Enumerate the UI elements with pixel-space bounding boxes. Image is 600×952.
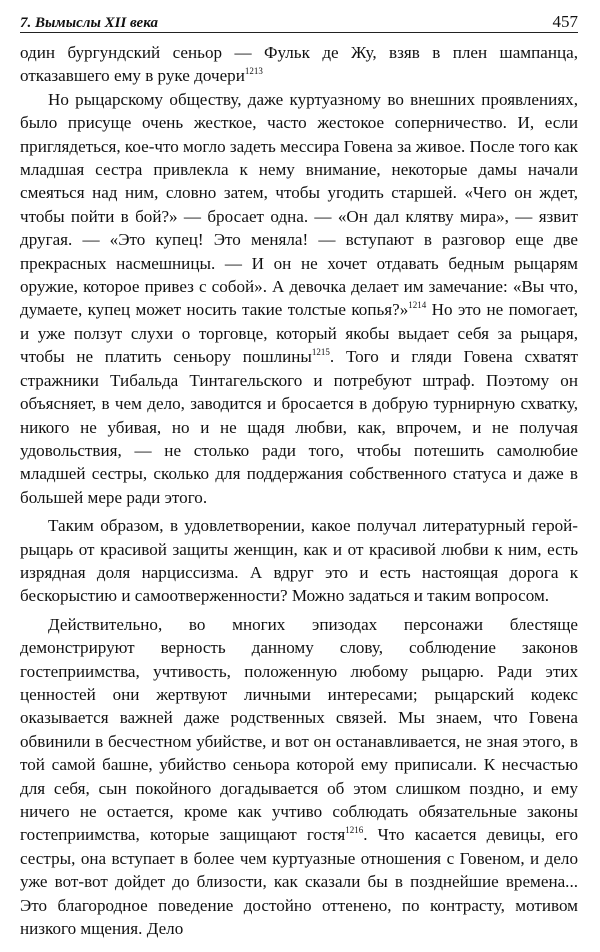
paragraph-2 <box>20 88 578 509</box>
running-head: 7. Вымыслы XII века <box>20 15 158 31</box>
text-run: Но это не помогает, и уже ползут слухи о торговце, который якобы выдает себя за рыцаря, чтобы не платить сеньору пошлины <box>20 300 578 367</box>
paragraph-4 <box>20 613 578 941</box>
text-run: . Что касается девицы, его сестры, она вступает в более чем куртуазные отношения с Говеном, и дело уже вот-вот дойдет до близости, как сказали бы в позднейшие времена... Это благородное поведение достойно оттенено, по контрасту, мотивом низкого мщения. Дело <box>20 825 578 939</box>
text-run: Таким образом, в удовлетворении, какое получал литературный герой-рыцарь от красивой защиты женщин, как и от красивой любви к ним, есть изрядная доля нарциссизма. А вдруг это и есть настоящая дорога к бескорыстию и самоотверженности? Можно задаться и таким вопросом. <box>20 516 578 606</box>
footnote-ref: 1215 <box>311 347 330 358</box>
page-header <box>20 10 578 33</box>
paragraph-3 <box>20 514 578 608</box>
footnote-ref: 1216 <box>345 825 364 836</box>
footnote-ref: 1213 <box>244 66 263 77</box>
text-run: Но рыцарскому обществу, даже куртуазному во внешних проявлениях, было присуще очень жесткое, часто жестокое соперничество. И, если приглядеться, кое-что могло задеть мессира Говена за живое. После того как младшая сестра привлекла к нему внимание, некоторые дамы начали смеяться над ним, словно затем, чтобы угодить старшей. «Чего он ждет, чтобы пойти в бой?» — бросает одна. — «Он дал клятву мира», — язвит другая. — «Это купец! Это меняла! — вступают в разговор еще две прекрасных насмешницы. — И он не хочет отдавать бедным рыцарям оружие, которое привез с собой». А девочка делает им замечание: «Вы что, думаете, купец может носить такие толстые копья?» <box>20 89 578 320</box>
text-run: Действительно, во многих эпизодах персонажи блестяще демонстрируют верность данному слову, соблюдение законов гостеприимства, учтивость, положенную любому рыцарю. Ради этих ценностей они жертвуют личными интересами; рыцарский кодекс оказывается важней даже родственных связей. Мы знаем, что Говена обвинили в бесчестном убийстве, и вот он останавливается, не зная этого, в той самой башне, убийство сеньора которой ему приписали. К несчастью для себя, сын покойного догадывается об этом слишком поздно, и ему ничего не остается, кроме как учтиво соблюдать обязательные законы гостеприимства, которые защищают гостя <box>20 614 578 845</box>
text-run: . Того и гляди Говена схватят стражники Тибальда Тинтагельского и потребуют штраф. Поэтому он объясняет, в чем дело, заводится и бросается в добрую турнирную схватку, никого не убивая, но и не щадя любви, как, впрочем, и не получая удовольствия, — не столько ради того, чтобы потешить самолюбие младшей сестры, сколько для поддержания собственного статуса и даже в большей мере ради этого. <box>20 347 578 507</box>
footnote-ref: 1214 <box>408 300 427 311</box>
text-run: один бургундский сеньор — Фульк де Жу, взяв в плен шампанца, отказавшего ему в руке дочери <box>20 43 578 86</box>
paragraph-1 <box>20 41 578 88</box>
page-body <box>20 41 578 940</box>
page-number: 457 <box>552 12 578 31</box>
